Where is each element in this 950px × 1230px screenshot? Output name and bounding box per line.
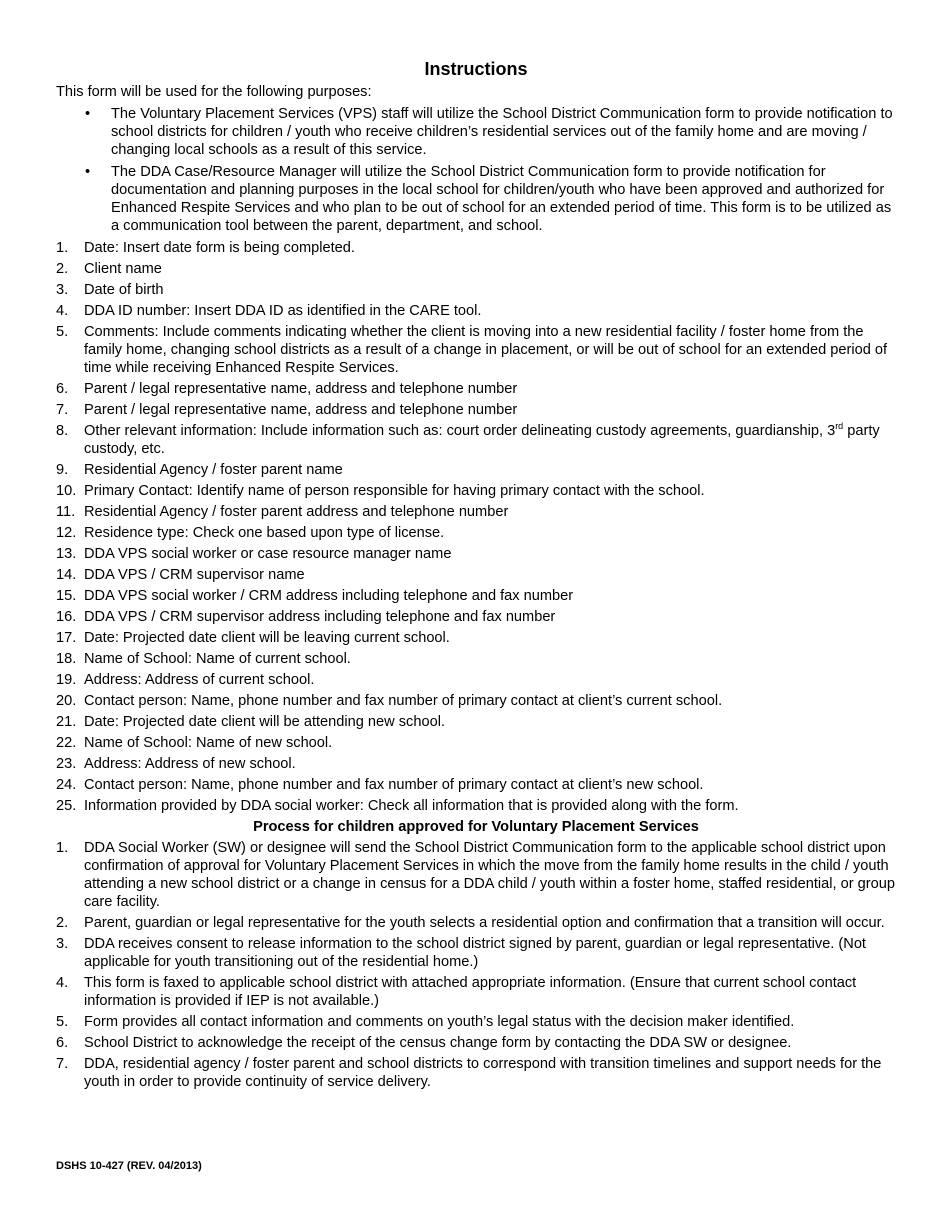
purpose-list — [56, 105, 896, 235]
process-step-item — [56, 914, 896, 932]
field-instruction-item-text: Residence type: Check one based upon type of license. — [84, 525, 445, 541]
field-instruction-item-text: Date: Projected date client will be leaving current school. — [84, 630, 450, 646]
process-step-item-number: 3. — [56, 936, 69, 952]
field-instruction-item-number: 4. — [56, 303, 69, 319]
field-instruction-item — [56, 713, 896, 731]
process-step-item-text: Form provides all contact information and comments on youth’s legal status with the decision maker identified. — [84, 1014, 795, 1030]
field-instruction-item-number: 6. — [56, 381, 69, 397]
process-step-item-text: DDA, residential agency / foster parent and school districts to correspond with transition timelines and support needs for the youth in order to provide continuity of service delivery. — [84, 1056, 882, 1090]
field-instruction-item-number: 21. — [56, 714, 77, 730]
page-title: Instructions — [424, 59, 528, 79]
field-instruction-item-text: Residential Agency / foster parent address and telephone number — [84, 504, 509, 520]
process-step-item-text: School District to acknowledge the receipt of the census change form by contacting the DDA SW or designee. — [84, 1035, 792, 1051]
process-step-item — [56, 1055, 896, 1091]
process-step-item-number: 1. — [56, 840, 69, 856]
process-step-item-number: 6. — [56, 1035, 69, 1051]
purpose-item — [56, 105, 896, 159]
field-instruction-item-number: 15. — [56, 588, 77, 604]
field-instruction-item-text: Client name — [84, 261, 162, 277]
field-instruction-item-text: Information provided by DDA social worker: Check all information that is provided along with the form. — [84, 798, 739, 814]
field-instruction-item-text: DDA VPS social worker or case resource manager name — [84, 546, 452, 562]
field-instruction-item — [56, 629, 896, 647]
field-instruction-item-text: Date: Insert date form is being completed. — [84, 240, 355, 256]
field-instruction-item-text: Residential Agency / foster parent name — [84, 462, 343, 478]
purpose-item — [56, 163, 896, 235]
bullet-icon: • — [85, 106, 91, 122]
field-instruction-item-number: 2. — [56, 261, 69, 277]
process-step-item-text: Parent, guardian or legal representative for the youth selects a residential option and confirmation that a transition will occur. — [84, 915, 885, 931]
process-heading: Process for children approved for Voluntary Placement Services — [253, 819, 699, 835]
field-instruction-item — [56, 671, 896, 689]
purpose-item-text: The Voluntary Placement Services (VPS) staff will utilize the School District Communication form to provide notification to school districts for children / youth who receive children’s residential services out of the family home and are moving / changing local schools as a result of this service. — [111, 106, 893, 158]
process-step-item-text: This form is faxed to applicable school district with attached appropriate information. (Ensure that current school contact information is provided if IEP is not available.) — [84, 975, 857, 1009]
field-instruction-item-text: Name of School: Name of current school. — [84, 651, 351, 667]
field-instruction-item-text: Parent / legal representative name, address and telephone number — [84, 402, 518, 418]
field-instructions-list — [56, 239, 896, 815]
field-instruction-item — [56, 239, 896, 257]
field-instruction-item-text: DDA VPS / CRM supervisor address including telephone and fax number — [84, 609, 556, 625]
field-instruction-item — [56, 524, 896, 542]
field-instruction-item — [56, 323, 896, 377]
process-step-item-text: DDA Social Worker (SW) or designee will send the School District Communication form to the applicable school district upon confirmation of approval for Voluntary Placement Services in which the move from the family home results in the child / youth attending a new school district or a change in census for a DDA child / youth within a foster home, staffed residential, or group care facility. — [84, 840, 895, 910]
form-number-footer: DSHS 10-427 (REV. 04/2013) — [56, 1160, 202, 1172]
field-instruction-item-number: 10. — [56, 483, 77, 499]
bullet-icon: • — [85, 164, 91, 180]
field-instruction-item — [56, 482, 896, 500]
field-instruction-item-number: 12. — [56, 525, 77, 541]
field-instruction-item-number: 11. — [56, 504, 76, 520]
field-instruction-item-text: DDA VPS / CRM supervisor name — [84, 567, 305, 583]
process-step-item-number: 2. — [56, 915, 69, 931]
field-instruction-item-number: 14. — [56, 567, 77, 583]
intro-text: This form will be used for the following purposes: — [56, 84, 372, 100]
field-instruction-item-number: 25. — [56, 798, 77, 814]
field-instruction-item — [56, 566, 896, 584]
field-instruction-item — [56, 797, 896, 815]
field-instruction-item-number: 13. — [56, 546, 77, 562]
field-instruction-item — [56, 692, 896, 710]
field-instruction-item — [56, 734, 896, 752]
field-instruction-item-number: 23. — [56, 756, 77, 772]
field-instruction-item-number: 16. — [56, 609, 77, 625]
field-instruction-item-text: Name of School: Name of new school. — [84, 735, 333, 751]
field-instruction-item — [56, 281, 896, 299]
field-instruction-item-number: 20. — [56, 693, 77, 709]
field-instruction-item — [56, 776, 896, 794]
field-instruction-item-text: Primary Contact: Identify name of person responsible for having primary contact with the school. — [84, 483, 705, 499]
process-step-item — [56, 974, 896, 1010]
field-instruction-item-text: Other relevant information: Include information such as: court order delineating custody agreements, guardianship, 3rd party custody, etc. — [84, 421, 880, 457]
field-instruction-item-number: 19. — [56, 672, 77, 688]
field-instruction-item-number: 18. — [56, 651, 77, 667]
field-instruction-item — [56, 650, 896, 668]
field-instruction-item-text: Contact person: Name, phone number and fax number of primary contact at client’s current school. — [84, 693, 723, 709]
field-instruction-item — [56, 260, 896, 278]
field-instruction-item — [56, 545, 896, 563]
purpose-item-text: The DDA Case/Resource Manager will utilize the School District Communication form to provide notification for documentation and planning purposes in the local school for children/youth who have been approved and authorized for Enhanced Respite Services and who plan to be out of school for an extended period of time. This form is to be utilized as a communication tool between the parent, department, and school. — [111, 164, 892, 234]
field-instruction-item — [56, 755, 896, 773]
field-instruction-item-number: 3. — [56, 282, 69, 298]
field-instruction-item-text: DDA ID number: Insert DDA ID as identified in the CARE tool. — [84, 303, 482, 319]
process-step-item-number: 7. — [56, 1056, 69, 1072]
field-instruction-item-number: 22. — [56, 735, 77, 751]
field-instruction-item-text: DDA VPS social worker / CRM address including telephone and fax number — [84, 588, 574, 604]
field-instruction-item — [56, 302, 896, 320]
field-instruction-item — [56, 401, 896, 419]
field-instruction-item-number: 17. — [56, 630, 77, 646]
process-step-item-text: DDA receives consent to release information to the school district signed by parent, guardian or legal representative. (Not applicable for youth transitioning out of the residential home.) — [84, 936, 866, 970]
field-instruction-item-number: 1. — [56, 240, 69, 256]
field-instruction-item-text: Address: Address of new school. — [84, 756, 296, 772]
process-step-item — [56, 935, 896, 971]
process-step-item-number: 4. — [56, 975, 69, 991]
field-instruction-item — [56, 380, 896, 398]
process-step-item — [56, 839, 896, 911]
field-instruction-item — [56, 461, 896, 479]
process-step-item-number: 5. — [56, 1014, 69, 1030]
field-instruction-item — [56, 503, 896, 521]
field-instruction-item — [56, 422, 896, 458]
field-instruction-item-number: 9. — [56, 462, 69, 478]
field-instruction-item — [56, 587, 896, 605]
field-instruction-item — [56, 608, 896, 626]
instructions-page — [56, 58, 896, 1094]
process-step-item — [56, 1034, 896, 1052]
process-steps-list — [56, 839, 896, 1091]
field-instruction-item-number: 5. — [56, 324, 69, 340]
field-instruction-item-text: Comments: Include comments indicating whether the client is moving into a new residential facility / foster home from the family home, changing school districts as a result of a change in placement, or will be out of school for an extended period of time while receiving Enhanced Respite Services. — [84, 324, 888, 376]
process-step-item — [56, 1013, 896, 1031]
field-instruction-item-number: 7. — [56, 402, 69, 418]
field-instruction-item-number: 8. — [56, 423, 69, 439]
field-instruction-item-text: Contact person: Name, phone number and fax number of primary contact at client’s new school. — [84, 777, 704, 793]
field-instruction-item-number: 24. — [56, 777, 77, 793]
field-instruction-item-text: Date of birth — [84, 282, 164, 298]
field-instruction-item-text: Date: Projected date client will be attending new school. — [84, 714, 446, 730]
field-instruction-item-text: Parent / legal representative name, address and telephone number — [84, 381, 518, 397]
field-instruction-item-text: Address: Address of current school. — [84, 672, 315, 688]
